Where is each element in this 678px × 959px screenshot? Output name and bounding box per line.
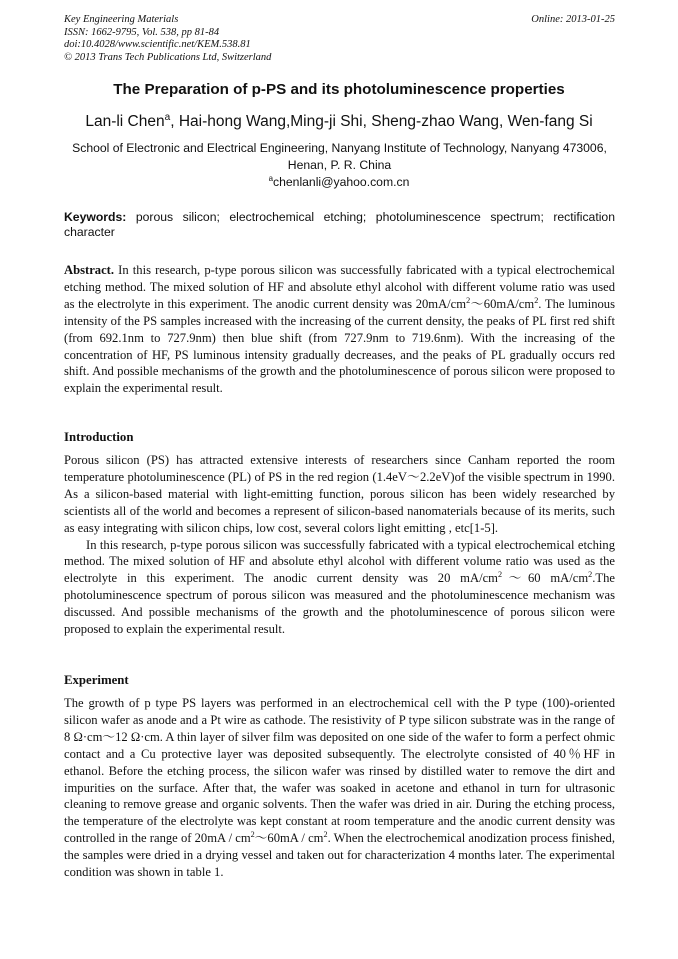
keywords (64, 210, 615, 240)
email-affil-mark: a (268, 173, 274, 183)
experiment-heading: Experiment (64, 673, 129, 687)
introduction-paragraph-1: Porous silicon (PS) has attracted extensive interests of researchers since Canham reported the room temperature photoluminescence (PL) of PS in the red region (1.4eV～2.2eV)of the visible spectrum in 1990. As a silicon-based material with light-emitting function, porous silicon has been widely researched by scientists all of the world and becomes a represent of silicon-based nanomaterials because of its merits, such as easy integrating with silicon chips, low cost, several colors light emitting , etc[1-5]. (64, 453, 615, 535)
intro-p2-text-2: ～60 mA/cm (502, 571, 589, 586)
author-list (0, 113, 678, 131)
online-date: Online: 2013-01-25 (531, 14, 615, 25)
abstract-text-1: In this research, p-type porous silicon was successfully fabricated with a typical electrochemical etching method. The mixed solution of HF and absolute ethyl alcohol with different volume ratio was used as the electrolyte in this experiment. The anodic current density was 20mA/cm (64, 263, 615, 311)
intro-p2-text-1: In this research, p-type porous silicon was successfully fabricated with a typical electrochemical etching method. The mixed solution of HF and absolute ethyl alcohol with different volume ratio was used as the electrolyte in this experiment. The anodic current density was 20 mA/cm (64, 537, 615, 586)
intro-p2-text-3: .The photoluminescence spectrum of porous silicon was measured and the photoluminescence mechanism was discussed. And possible mechanisms of the growth and the photoluminescence of porous silicon were proposed to explain the experimental result. (64, 571, 615, 637)
affiliation: School of Electronic and Electrical Engineering, Nanyang Institute of Technology, Nanyang 473006, Henan, P. R. China (72, 141, 607, 172)
abstract-sup-2: 2 (534, 295, 539, 305)
author-affil-mark: a (164, 111, 171, 123)
introduction-body (64, 452, 615, 638)
other-authors: , Hai-hong Wang,Ming-ji Shi, Sheng-zhao Wang, Wen-fang Si (170, 113, 593, 130)
abstract-sup-1: 2 (466, 295, 471, 305)
intro-p2-sup-1: 2 (497, 570, 503, 580)
keywords-text: porous silicon; electrochemical etching; photoluminescence spectrum; rectification character (64, 210, 615, 239)
abstract-label: Abstract. (64, 263, 115, 277)
experiment-sup-1: 2 (250, 830, 255, 840)
experiment-body (64, 695, 615, 881)
journal-header (64, 14, 615, 64)
copyright-line: © 2013 Trans Tech Publications Ltd, Switzerland (64, 51, 272, 63)
experiment-text-2: ～60mA / cm (254, 831, 324, 846)
intro-p2-sup-2: 2 (588, 570, 593, 580)
experiment-text-3: . When the electrochemical anodization process finished, the samples were dried in a drying vessel and taken out for characterization 4 months later. The experimental condition was shown in table 1. (64, 831, 615, 880)
author-email (0, 175, 678, 189)
first-author: Lan-li Chen (85, 113, 165, 130)
experiment-text-1: The growth of p type PS layers was performed in an electrochemical cell with the P type (100)-oriented silicon wafer as anode and a Pt wire as cathode. The resistivity of P type silicon substrate was in the range of 8 Ω·cm～12 Ω·cm. A thin layer of silver film was deposited on one side of the wafer to form a perfect ohmic contact and a Cu protective layer was deposited subsequently. The electrolyte consisted of 40％HF in ethanol. Before the etching process, the silicon wafer was rinsed by distilled water to remove the dirt and impurities on the surface. After that, the wafer was soaked in acetone and ethanol in turn for ultrasonic cleaning to remove grease and organic solvents. Then the wafer was dried in air. During the etching process, the temperature of the electrolyte was kept constant at room temperature and the anodic current density was controlled in the range of 20mA / cm (64, 696, 615, 846)
keywords-label: Keywords: (64, 210, 127, 224)
experiment-sup-2: 2 (323, 830, 328, 840)
email-address: chenlanli@yahoo.com.cn (273, 175, 410, 189)
paper-title: The Preparation of p-PS and its photoluminescence properties (113, 81, 565, 98)
introduction-heading: Introduction (64, 430, 134, 444)
abstract (64, 262, 615, 397)
abstract-text-2: ～60mA/cm (470, 296, 535, 311)
issn-line: ISSN: 1662-9795, Vol. 538, pp 81-84 (64, 26, 220, 38)
doi-line: doi:10.4028/www.scientific.net/KEM.538.81 (64, 39, 251, 50)
abstract-text-3: . The luminous intensity of the PS samples increased with the increasing of the current density, the peaks of PL first red shift (from 692.1nm to 727.9nm) then blue shift (from 727.9nm to 719.6nm). With the increasing of the concentration of HF, PS luminous intensity gradually decreases, and the peaks of PL gradually occurs red shift. And possible mechanisms of the growth and the photoluminescence of porous silicon were proposed to explain the experimental result. (64, 296, 616, 396)
journal-name: Key Engineering Materials (64, 14, 179, 25)
introduction-paragraph-2 (64, 537, 615, 638)
